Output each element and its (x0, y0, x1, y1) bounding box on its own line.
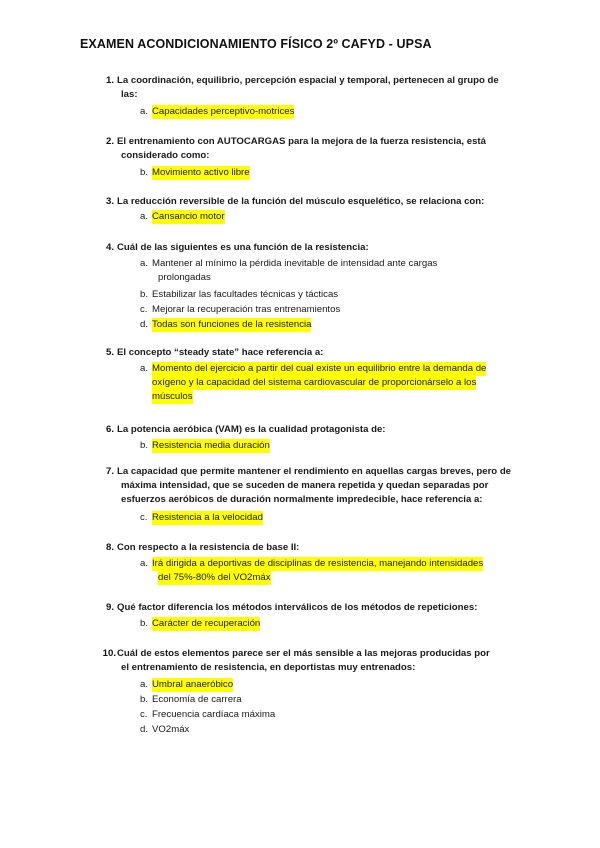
question-number: 5. (105, 347, 114, 358)
correct-answer-text: Cansancio motor (152, 211, 225, 222)
question-number: 7. (105, 466, 114, 477)
correct-answer-text: Momento del ejercicio a partir del cual existe un equilibrio entre la demanda de (152, 363, 487, 374)
question-text: El concepto “steady state” hace referencia a: (117, 347, 324, 358)
option-letter: a. (140, 558, 149, 569)
question-text: La coordinación, equilibrio, percepción espacial y temporal, pertenecen al grupo de (117, 75, 499, 86)
option-letter: b. (140, 618, 149, 629)
question-text: La potencia aeróbica (VAM) es la cualidad protagonista de: (117, 424, 386, 435)
correct-answer-text: del 75%-80% del VO2máx (158, 572, 271, 583)
correct-answer-text: Capacidades perceptivo-motrices (152, 106, 295, 117)
option-letter: a. (140, 258, 149, 269)
option-letter: c. (140, 512, 148, 523)
correct-answer-text: Resistencia a la velocidad (152, 512, 263, 523)
question-number: 1. (105, 75, 114, 86)
option-letter: a. (140, 363, 149, 374)
option-letter: b. (140, 440, 149, 451)
option-letter: a. (140, 679, 149, 690)
option-text: Estabilizar las facultades técnicas y tácticas (152, 289, 339, 300)
correct-answer-text: músculos (152, 391, 193, 402)
option-text: Frecuencia cardíaca máxima (152, 709, 276, 720)
option-letter: c. (140, 709, 148, 720)
option-text: prolongadas (158, 272, 211, 283)
question-text: Cuál de estos elementos parece ser el más sensible a las mejoras producidas por (117, 648, 490, 659)
option-letter: d. (140, 319, 149, 330)
correct-answer-text: Resistencia media duración (152, 440, 270, 451)
question-text: Con respecto a la resistencia de base II: (117, 542, 300, 553)
option-text: VO2máx (152, 724, 190, 735)
question-text: máxima intensidad, que se suceden de manera repetida y quedan separadas por (121, 480, 489, 491)
question-text: el entrenamiento de resistencia, en deportistas muy entrenados: (121, 662, 416, 673)
question-number: 9. (105, 602, 114, 613)
question-text: las: (121, 89, 138, 100)
question-number: 3. (105, 196, 114, 207)
question-number: 2. (105, 136, 114, 147)
question-text: La capacidad que permite mantener el rendimiento en aquellas cargas breves, pero de (117, 466, 512, 477)
question-number: 6. (105, 424, 114, 435)
option-letter: b. (140, 289, 149, 300)
correct-answer-text: Umbral anaeróbico (152, 679, 234, 690)
question-text: La reducción reversible de la función del músculo esquelético, se relaciona con: (117, 196, 485, 207)
question-text: Cuál de las siguientes es una función de la resistencia: (117, 242, 369, 253)
option-letter: b. (140, 167, 149, 178)
correct-answer-text: Carácter de recuperación (152, 618, 261, 629)
question-number: 4. (105, 242, 114, 253)
correct-answer-text: Movimiento activo libre (152, 167, 250, 178)
option-text: Mantener al mínimo la pérdida inevitable de intensidad ante cargas (152, 258, 438, 269)
question-number: 8. (105, 542, 114, 553)
question-text: considerado como: (121, 150, 210, 161)
correct-answer-text: Todas son funciones de la resistencia (152, 319, 312, 330)
question-text: esfuerzos aeróbicos de duración normalmente impredecible, hace referencia a: (121, 494, 483, 505)
option-letter: b. (140, 694, 149, 705)
option-letter: d. (140, 724, 149, 735)
option-letter: a. (140, 211, 149, 222)
question-text: Qué factor diferencia los métodos interválicos de los métodos de repeticiones: (117, 602, 478, 613)
page-title: EXAMEN ACONDICIONAMIENTO FÍSICO 2º CAFYD - UPSA (80, 37, 432, 51)
correct-answer-text: Irá dirigida a deportivas de disciplinas de resistencia, manejando intensidades (152, 558, 484, 569)
question-text: El entrenamiento con AUTOCARGAS para la mejora de la fuerza resistencia, está (117, 136, 486, 147)
option-text: Mejorar la recuperación tras entrenamientos (152, 304, 341, 315)
option-text: Economía de carrera (152, 694, 242, 705)
option-letter: a. (140, 106, 149, 117)
question-number: 10. (102, 648, 116, 659)
correct-answer-text: oxígeno y la capacidad del sistema cardiovascular de proporcionárselo a los (152, 377, 477, 388)
option-letter: c. (140, 304, 148, 315)
